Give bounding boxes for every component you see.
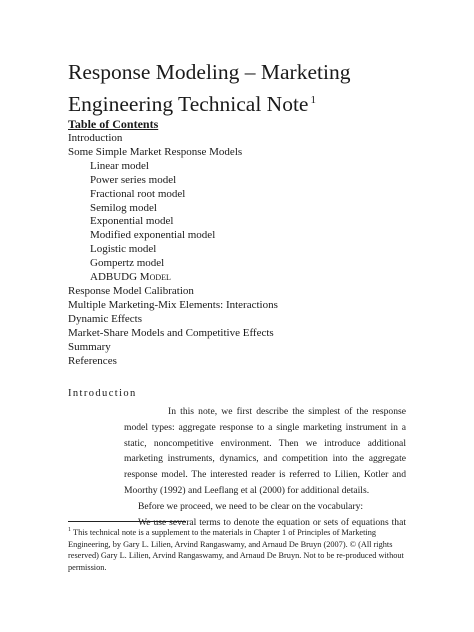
toc-item-marketing-mix-interactions[interactable]: Multiple Marketing-Mix Elements: Interactions (68, 298, 278, 311)
toc-list (68, 132, 428, 368)
toc-item-response-model-calibration[interactable]: Response Model Calibration (68, 284, 194, 297)
toc-item-introduction[interactable]: Introduction (68, 132, 123, 144)
toc-item-semilog-model[interactable]: Semilog model (90, 201, 157, 214)
toc-heading: Table of Contents (68, 117, 159, 131)
title-footnote-marker[interactable]: 1 (310, 93, 316, 106)
table-of-contents (68, 118, 428, 368)
introduction-body (124, 404, 406, 530)
footnote (68, 527, 406, 573)
introduction-paragraph-3: We use several terms to denote the equation or sets of equations that (138, 516, 406, 528)
introduction-paragraph-2: Before we proceed, we need to be clear on the vocabulary: (138, 500, 364, 512)
toc-item-simple-market-response-models[interactable]: Some Simple Market Response Models (68, 145, 243, 158)
toc-item-gompertz-model[interactable]: Gompertz model (90, 257, 165, 270)
toc-item-adbudg-model[interactable]: ADBUDG Model (90, 271, 171, 284)
introduction-paragraph-1: In this note, we first describe the simplest of the response model types: aggregate response to a single marketing instrument in a static, noncompetitive environment. Then we introduce additional marketing instruments, dynamics, and competition into the aggregate response model. The interested reader is referred to Lilien, Kotler and Moorthy (1992) and Leeflang et al (2000) for additional details. (124, 406, 406, 496)
toc-item-references[interactable]: References (68, 354, 117, 367)
title-line-2: Engineering Technical Note (68, 92, 309, 116)
toc-item-power-series-model[interactable]: Power series model (90, 173, 177, 186)
toc-item-summary[interactable]: Summary (68, 340, 111, 353)
title-line-1: Response Modeling – Marketing (68, 60, 351, 84)
document-title (68, 56, 448, 120)
introduction-heading: Introduction (68, 388, 137, 399)
toc-item-dynamic-effects[interactable]: Dynamic Effects (68, 312, 143, 325)
toc-item-fractional-root-model[interactable]: Fractional root model (90, 187, 186, 200)
toc-item-market-share-models[interactable]: Market-Share Models and Competitive Effects (68, 326, 274, 339)
footnote-marker: 1 (68, 527, 71, 534)
footnote-text: This technical note is a supplement to the materials in Chapter 1 of Principles of Marketing Engineering, by Gary L. Lilien, Arvind Rangaswamy, and Arnaud De Bruyn (2007). © (All rights reserved) Gary L. Lilien, Arvind Rangaswamy, and Arnaud De Bruyn. Not to be re-produced without permission. (68, 528, 404, 572)
footnote-separator (68, 521, 186, 522)
toc-item-exponential-model[interactable]: Exponential model (90, 215, 174, 228)
toc-item-logistic-model[interactable]: Logistic model (90, 243, 157, 256)
toc-item-linear-model[interactable]: Linear model (90, 159, 149, 172)
toc-item-modified-exponential-model[interactable]: Modified exponential model (90, 229, 216, 242)
